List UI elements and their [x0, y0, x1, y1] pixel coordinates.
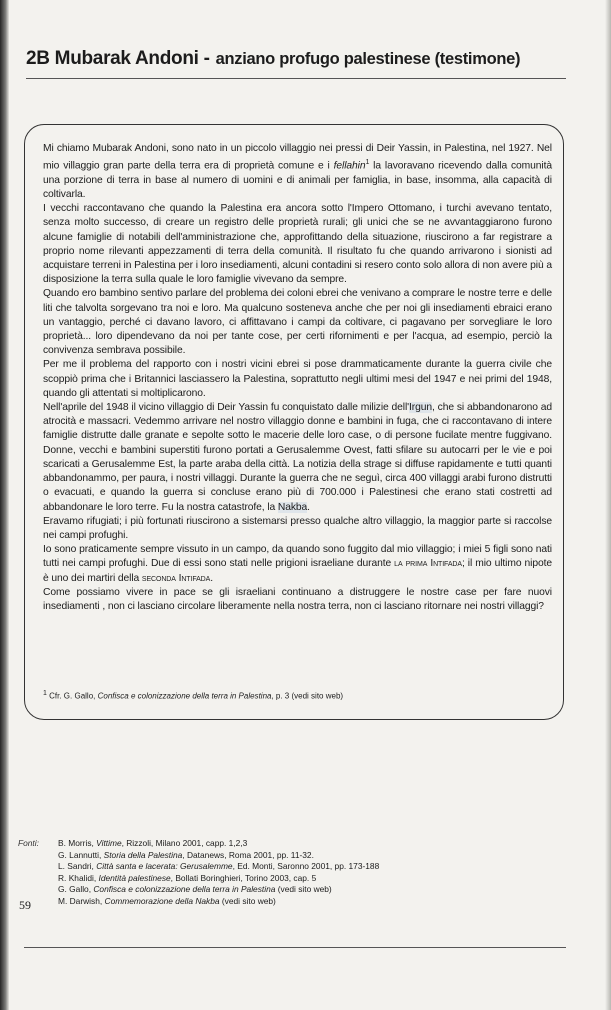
title-subtitle: anziano profugo palestinese (testimone) [215, 50, 521, 68]
testimony-paragraph: Come possiamo vivere in pace se gli israeliani continuano a distruggere le nostre case per fare nuovi insediamenti , non ci lasciano circolare liberamente nella nostra terra, non ci lasciano ritornare nei nostri villaggi? [43, 586, 552, 612]
small-caps-term: seconda Intifada [141, 572, 211, 584]
highlighted-term: Nakba [277, 501, 308, 513]
sources-indent [18, 884, 58, 896]
highlighted-term: Irgun [409, 402, 433, 414]
testimony-paragraph: Quando ero bambino sentivo parlare del problema dei coloni ebrei che venivano a comprare le nostre terre e delle liti che talvolta sorgevano tra noi e loro. Ma qualcuno sosteneva anche che per noi gli insediamenti ebraici erano un vantaggio, perché ci davano lavoro, ci affittavano i campi da coltivare, ci pagavano per sorvegliare le loro proprietà... loro dipendevano da noi per tante cose, per certi rifornimenti e per l'acqua, ad esempio, perciò la convivenza sembrava possibile. [43, 288, 552, 357]
small-caps-term: la prima Intifada [394, 558, 462, 570]
italic-term: fellahin [333, 160, 366, 172]
testimony-text [43, 142, 552, 614]
page-number: 59 [19, 898, 31, 912]
source-text: G. Gallo, Confisca e colonizzazione della terra in Palestina (vedi sito web) [58, 884, 332, 895]
testimony-paragraph: Nell'aprile del 1948 il vicino villaggio di Deir Yassin fu conquistato dalle milizie dell'Irgun, che si abbandonarono ad atrocità e massacri. Vedemmo arrivare nel nostro villaggio donne e bambini in fuga, che ci raccontavano di intere famiglie distrutte dalle granate e sepolte sotto le macerie delle loro case, o di persone fucilate mentre fuggivano. Donne, vecchi e bambini superstiti furono portati a Gerusalemme Ovest, fatti sfilare su autocarri per le vie e poi scaricati a Gerusalemme Est, la parte araba della città. La notizia della strage si diffuse rapidamente e tutti quanti abbandonammo, per paura, i nostri villaggi. Durante la guerra che ne seguì, circa 400 villaggi arabi furono distrutti o evacuati, e quando la guerra si concluse erano più di 700.000 i Palestinesi che erano stati costretti ad abbandonare le loro terre. Fu la nostra catastrofe, la Nakba. [43, 402, 552, 513]
source-text: G. Lannutti, Storia della Palestina, Datanews, Roma 2001, pp. 11-32. [58, 849, 314, 860]
source-item [18, 896, 578, 908]
italic-term: Confisca e colonizzazione della terra in Palestina [93, 884, 276, 895]
source-text: R. Khalidi, Identità palestinese, Bollati Boringhieri, Torino 2003, cap. 5 [58, 872, 317, 883]
source-item [18, 838, 578, 850]
testimony-paragraph: Per me il problema del rapporto con i nostri vicini ebrei si pose drammaticamente durante la guerra civile che scoppiò prima che i Britannici lasciassero la Palestina, soprattutto negli ultimi mesi del 1947 e nei primi del 1948, quando gli attentati si moltiplicarono. [43, 359, 552, 399]
source-item [18, 873, 578, 885]
sources-indent [18, 850, 58, 862]
italic-term: Vittime [96, 838, 122, 848]
italic-term: Confisca e colonizzazione della terra in Palestina [97, 691, 272, 701]
testimony-paragraph: Io sono praticamente sempre vissuto in un campo, da quando sono fuggito dal mio villaggio; i miei 5 figli sono nati tutti nei campi profughi. Due di essi sono stati nelle prigioni israeliane durante la prima Intifada; il mio ultimo nipote è uno dei martiri della seconda Intifada. [43, 544, 552, 584]
italic-term: Identità palestinese [98, 872, 171, 883]
title-rule [26, 78, 566, 79]
source-text: L. Sandri, Città santa e lacerata: Gerusalemme, Ed. Monti, Saronno 2001, pp. 173-188 [58, 861, 380, 872]
testimony-paragraph: Mi chiamo Mubarak Andoni, sono nato in un piccolo villaggio nei pressi di Deir Yassin, in Palestina, nel 1927. Nel mio villaggio gran parte della terra era di proprietà comune e i fellahin$^1$ la lavoravano ricevendo dalla comunità una porzione di terra in base al numero di uomini e di animali per famiglia, in base, insomma, alla capacità di coltivarla. [43, 143, 552, 201]
sources-indent [18, 873, 58, 885]
sources-label: Fonti: [18, 838, 39, 848]
italic-term: Commemorazione della Nakba [104, 895, 220, 906]
sources-indent [18, 861, 58, 873]
source-text: M. Darwish, Commemorazione della Nakba (vedi sito web) [58, 895, 276, 906]
italic-term: Città santa e lacerata: Gerusalemme [96, 861, 233, 872]
bottom-rule [24, 947, 566, 948]
italic-term: Storia della Palestina [103, 849, 183, 860]
title-main: 2B Mubarak Andoni - [26, 48, 210, 69]
footnote: $^1$ Cfr. G. Gallo, Confisca e colonizzazione della terra in Palestina, p. 3 (vedi sito web) [43, 690, 344, 701]
source-text: B. Morris, Vittime, Rizzoli, Milano 2001, capp. 1,2,3 [58, 838, 248, 848]
testimony-paragraph: Eravamo rifugiati; i più fortunati riuscirono a sistemarsi presso qualche altro villaggio, la maggior parte si raccolse nei campi profughi. [43, 515, 552, 541]
source-item [18, 850, 578, 862]
testimony-paragraph: I vecchi raccontavano che quando la Palestina era ancora sotto l'Impero Ottomano, i turchi avevano tentato, senza molto successo, di creare un registro delle proprietà rurali; gli unici che se ne avvantaggiarono furono alcune famiglie di notabili dell'amministrazione che, approfittando della situazione, riuscirono a far registrare a proprio nome rilevanti appezzamenti di terra della comunità. Il risultato fu che quando arrivarono i sionisti ad acquistare terreni in Palestina per i loro insediamenti, alcuni contadini si resero conto solo allora di non avere più a disposizione la terra sulla quale le loro famiglie vivevano da sempre. [43, 203, 552, 286]
page-binding-shadow [0, 0, 9, 1010]
page-edge-shadow [605, 0, 611, 1010]
source-item [18, 884, 578, 896]
footnote-ref: 1 [365, 159, 370, 167]
source-item [18, 861, 578, 873]
sources-list [18, 838, 578, 908]
page-title [26, 48, 586, 70]
footnote-ref: 1 [43, 690, 47, 697]
